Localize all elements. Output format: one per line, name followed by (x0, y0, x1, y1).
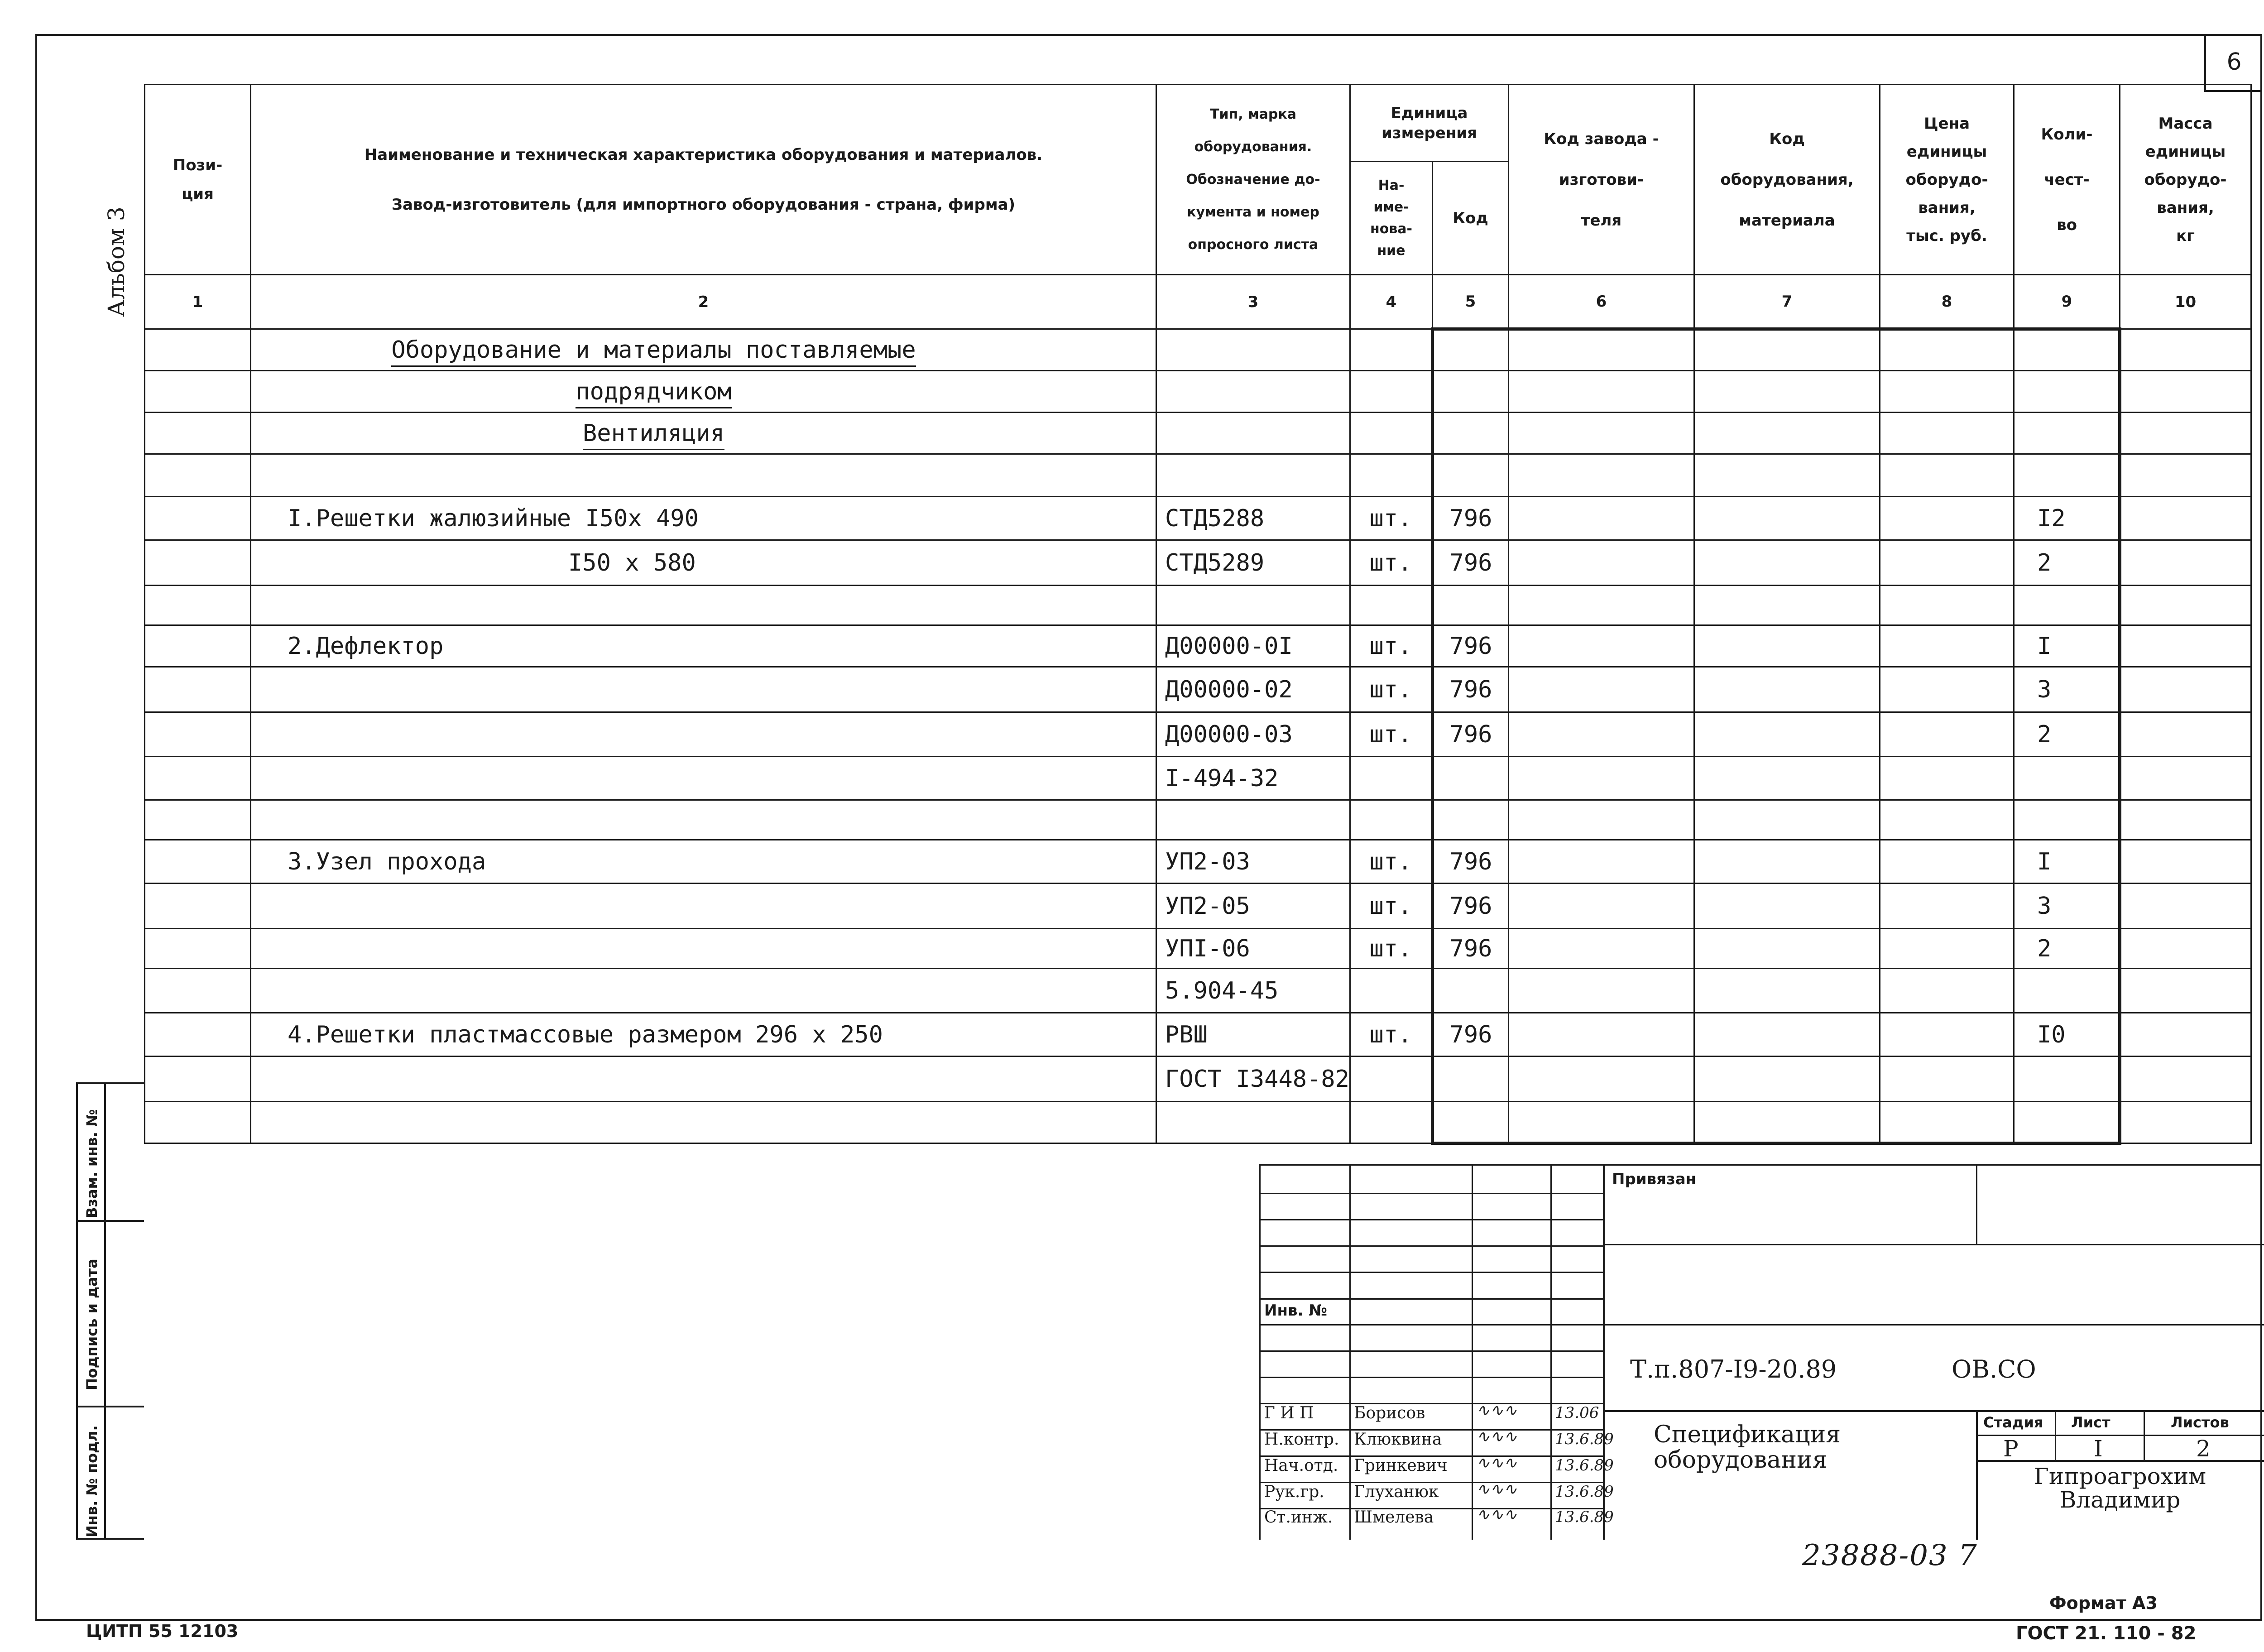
cell-price (1880, 929, 2014, 969)
cell-unit-code: 796 (1433, 497, 1509, 540)
inv-zam-label: Взам. инв. № (83, 1109, 101, 1218)
cell-position (145, 667, 251, 712)
sheet-number-box (2204, 34, 2262, 92)
cell-price (1880, 497, 2014, 540)
cell-position (145, 586, 251, 625)
cell-name: подрядчиком (251, 371, 1156, 413)
cell-factory-code (1509, 840, 1694, 884)
cell-unit: шт. (1350, 540, 1433, 586)
cell-unit: шт. (1350, 1013, 1433, 1057)
table-row (145, 884, 2251, 929)
cell-unit (1350, 454, 1433, 497)
cell-price (1880, 329, 2014, 371)
cell-mass (2120, 371, 2251, 413)
cell-price (1880, 454, 2014, 497)
cell-name: Вентиляция (251, 413, 1156, 454)
cell-position (145, 1013, 251, 1057)
header-col-10: Масса единицы оборудо- вания, кг (2120, 85, 2251, 275)
cell-factory-code (1509, 969, 1694, 1013)
table-row (145, 712, 2251, 757)
table-row (145, 840, 2251, 884)
cell-name (251, 667, 1156, 712)
cell-quantity (2014, 757, 2120, 800)
cell-position (145, 413, 251, 454)
cell-mass (2120, 929, 2251, 969)
cell-mass (2120, 497, 2251, 540)
cell-name: 4.Решетки пластмассовые размером 296 х 250 (251, 1013, 1156, 1057)
cell-price (1880, 1057, 2014, 1102)
cell-unit-code (1433, 329, 1509, 371)
signature-role: Н.контр. (1264, 1430, 1339, 1449)
signature-name: Глуханюк (1354, 1483, 1439, 1501)
cell-name: 2.Дефлектор (251, 625, 1156, 667)
cell-mass (2120, 329, 2251, 371)
cell-name (251, 454, 1156, 497)
cell-type: УП2-03 (1156, 840, 1350, 884)
cell-mass (2120, 540, 2251, 586)
cell-type (1156, 586, 1350, 625)
table-row (145, 413, 2251, 454)
cell-mass (2120, 1013, 2251, 1057)
cell-equipment-code (1694, 884, 1880, 929)
cell-position (145, 540, 251, 586)
cell-unit: шт. (1350, 497, 1433, 540)
header-col-3: Тип, марка оборудования. Обозначение до- кумента и номер опросного листа (1156, 85, 1350, 275)
cell-quantity: 2 (2014, 929, 2120, 969)
cell-factory-code (1509, 800, 1694, 840)
cell-unit-code (1433, 1102, 1509, 1143)
cell-name (251, 712, 1156, 757)
album-label: Альбом 3 (103, 206, 130, 317)
signature-role: Ст.инж. (1264, 1508, 1333, 1527)
cell-quantity: 2 (2014, 712, 2120, 757)
col-number-3: 3 (1156, 275, 1350, 329)
header-row-top (145, 85, 2251, 162)
header-col-6: Код завода - изготови- теля (1509, 85, 1694, 275)
cell-factory-code (1509, 1102, 1694, 1143)
table-row (145, 667, 2251, 712)
table-row (145, 757, 2251, 800)
header-col-4: На- име- нова- ние (1350, 162, 1433, 275)
cell-equipment-code (1694, 1013, 1880, 1057)
cell-price (1880, 800, 2014, 840)
cell-position (145, 929, 251, 969)
cell-price (1880, 884, 2014, 929)
header-col-5: Код (1433, 162, 1509, 275)
cell-price (1880, 1013, 2014, 1057)
inv-no-label: Инв. № (1264, 1301, 1328, 1320)
cell-unit (1350, 586, 1433, 625)
cell-quantity: I2 (2014, 497, 2120, 540)
cell-quantity (2014, 413, 2120, 454)
cell-unit (1350, 969, 1433, 1013)
cell-mass (2120, 625, 2251, 667)
cell-unit-code (1433, 757, 1509, 800)
cell-price (1880, 840, 2014, 884)
handwritten-signature: ∿∿∿ (1476, 1480, 1517, 1498)
cell-position (145, 884, 251, 929)
cell-quantity (2014, 1102, 2120, 1143)
cell-factory-code (1509, 1057, 1694, 1102)
signature-date: 13.6.89 (1555, 1430, 1614, 1448)
sheet-value: I (2094, 1436, 2103, 1462)
sheets-label: Листов (2171, 1414, 2229, 1431)
cell-unit: шт. (1350, 712, 1433, 757)
doc-title: Спецификация оборудования (1654, 1421, 1841, 1474)
cell-equipment-code (1694, 1057, 1880, 1102)
cell-factory-code (1509, 667, 1694, 712)
cell-unit (1350, 371, 1433, 413)
cell-equipment-code (1694, 800, 1880, 840)
sheet-number: 6 (2226, 48, 2242, 76)
cell-quantity (2014, 586, 2120, 625)
cell-unit-code: 796 (1433, 540, 1509, 586)
header-col-7: Код оборудования, материала (1694, 85, 1880, 275)
cell-quantity (2014, 1057, 2120, 1102)
specification-body (145, 329, 2251, 1143)
cell-equipment-code (1694, 413, 1880, 454)
cell-factory-code (1509, 413, 1694, 454)
cell-factory-code (1509, 712, 1694, 757)
cell-equipment-code (1694, 329, 1880, 371)
cell-price (1880, 667, 2014, 712)
cell-position (145, 497, 251, 540)
doc-mark: ОВ.СО (1952, 1355, 2036, 1383)
table-row (145, 586, 2251, 625)
cell-name: I.Решетки жалюзийные I50х 490 (251, 497, 1156, 540)
cell-unit-code (1433, 371, 1509, 413)
printer-label: ЦИТП 55 12103 (86, 1621, 239, 1641)
cell-price (1880, 625, 2014, 667)
handwritten-signature: ∿∿∿ (1476, 1454, 1517, 1472)
cell-factory-code (1509, 884, 1694, 929)
cell-type: I-494-32 (1156, 757, 1350, 800)
cell-quantity: I0 (2014, 1013, 2120, 1057)
cell-position (145, 329, 251, 371)
podpis-data-label: Подпись и дата (83, 1258, 101, 1390)
cell-unit-code (1433, 586, 1509, 625)
cell-type: УП2-05 (1156, 884, 1350, 929)
cell-type: СТД5288 (1156, 497, 1350, 540)
cell-type: 5.904-45 (1156, 969, 1350, 1013)
cell-unit (1350, 800, 1433, 840)
table-row (145, 371, 2251, 413)
cell-factory-code (1509, 757, 1694, 800)
cell-equipment-code (1694, 1102, 1880, 1143)
cell-type: Д00000-03 (1156, 712, 1350, 757)
cell-position (145, 1102, 251, 1143)
cell-position (145, 625, 251, 667)
table-row (145, 497, 2251, 540)
handwritten-signature: ∿∿∿ (1476, 1427, 1517, 1446)
cell-unit-code (1433, 413, 1509, 454)
cell-type (1156, 371, 1350, 413)
cell-name (251, 1102, 1156, 1143)
cell-name (251, 586, 1156, 625)
cell-equipment-code (1694, 757, 1880, 800)
cell-factory-code (1509, 497, 1694, 540)
handwritten-signature: ∿∿∿ (1476, 1505, 1517, 1524)
cell-unit (1350, 1057, 1433, 1102)
specification-table (144, 84, 2252, 1145)
cell-quantity: I (2014, 840, 2120, 884)
column-number-row (145, 275, 2251, 329)
cell-type: СТД5289 (1156, 540, 1350, 586)
cell-mass (2120, 1057, 2251, 1102)
cell-type (1156, 329, 1350, 371)
doc-code: Т.п.807-I9-20.89 (1630, 1355, 1837, 1383)
cell-type: Д00000-02 (1156, 667, 1350, 712)
signature-date: 13.6.89 (1555, 1508, 1614, 1526)
cell-mass (2120, 757, 2251, 800)
cell-mass (2120, 454, 2251, 497)
cell-type (1156, 413, 1350, 454)
cell-factory-code (1509, 1013, 1694, 1057)
cell-name: I50 х 580 (251, 540, 1156, 586)
col-number-8: 8 (1880, 275, 2014, 329)
cell-mass (2120, 586, 2251, 625)
signature-role: Рук.гр. (1264, 1483, 1324, 1501)
cell-factory-code (1509, 371, 1694, 413)
cell-factory-code (1509, 540, 1694, 586)
signature-role: Нач.отд. (1264, 1456, 1338, 1475)
cell-equipment-code (1694, 929, 1880, 969)
cell-mass (2120, 969, 2251, 1013)
cell-quantity (2014, 454, 2120, 497)
cell-factory-code (1509, 329, 1694, 371)
cell-unit-code: 796 (1433, 929, 1509, 969)
cell-quantity: 3 (2014, 884, 2120, 929)
signature-date: 13.6.89 (1555, 1456, 1614, 1474)
col-number-6: 6 (1509, 275, 1694, 329)
cell-equipment-code (1694, 712, 1880, 757)
cell-unit-code: 796 (1433, 712, 1509, 757)
cell-factory-code (1509, 586, 1694, 625)
cell-equipment-code (1694, 497, 1880, 540)
cell-equipment-code (1694, 540, 1880, 586)
cell-unit-code: 796 (1433, 1013, 1509, 1057)
table-row (145, 329, 2251, 371)
cell-position (145, 840, 251, 884)
cell-type: ГОСТ I3448-82 (1156, 1057, 1350, 1102)
cell-unit-code (1433, 969, 1509, 1013)
signature-name: Клюквина (1354, 1430, 1442, 1449)
cell-position (145, 969, 251, 1013)
cell-factory-code (1509, 929, 1694, 969)
cell-type: УПI-06 (1156, 929, 1350, 969)
cell-price (1880, 413, 2014, 454)
cell-name (251, 929, 1156, 969)
cell-equipment-code (1694, 454, 1880, 497)
cell-unit-code: 796 (1433, 840, 1509, 884)
cell-mass (2120, 800, 2251, 840)
signature-name: Борисов (1354, 1404, 1425, 1422)
col-number-5: 5 (1433, 275, 1509, 329)
header-col-8: Цена единицы оборудо- вания, тыс. руб. (1880, 85, 2014, 275)
stage-label: Стадия (1983, 1414, 2043, 1431)
signature-role: Г И П (1264, 1404, 1314, 1422)
table-row (145, 800, 2251, 840)
cell-unit-code: 796 (1433, 625, 1509, 667)
header-col-2: Наименование и техническая характеристика оборудования и материалов. Завод-изготовитель (для импортного оборудования - страна, фирма) (251, 85, 1156, 275)
cell-unit: шт. (1350, 840, 1433, 884)
cell-factory-code (1509, 454, 1694, 497)
cell-quantity: 3 (2014, 667, 2120, 712)
cell-name: 3.Узел прохода (251, 840, 1156, 884)
cell-mass (2120, 667, 2251, 712)
cell-unit: шт. (1350, 667, 1433, 712)
handwritten-signature: ∿∿∿ (1476, 1401, 1517, 1420)
cell-quantity (2014, 969, 2120, 1013)
cell-price (1880, 757, 2014, 800)
table-row (145, 969, 2251, 1013)
cell-unit-code: 796 (1433, 884, 1509, 929)
col-number-9: 9 (2014, 275, 2120, 329)
cell-unit (1350, 1102, 1433, 1143)
cell-unit (1350, 413, 1433, 454)
cell-position (145, 371, 251, 413)
sheet-label: Лист (2071, 1414, 2111, 1431)
cell-unit-code (1433, 454, 1509, 497)
gost-label: ГОСТ 21. 110 - 82 (2016, 1623, 2197, 1644)
cell-type: РВШ (1156, 1013, 1350, 1057)
cell-position (145, 712, 251, 757)
signature-name: Гринкевич (1354, 1456, 1448, 1475)
cell-unit-code: 796 (1433, 667, 1509, 712)
cell-name (251, 884, 1156, 929)
table-row (145, 1102, 2251, 1143)
cell-quantity: 2 (2014, 540, 2120, 586)
inv-podl-label: Инв. № подл. (83, 1425, 101, 1537)
cell-price (1880, 586, 2014, 625)
table-row (145, 454, 2251, 497)
cell-quantity (2014, 800, 2120, 840)
organization: Гипроагрохим Владимир (2034, 1463, 2206, 1513)
title-block (1259, 1164, 2262, 1540)
table-row (145, 1057, 2251, 1102)
stage-value: Р (2003, 1436, 2019, 1462)
cell-unit (1350, 757, 1433, 800)
cell-quantity (2014, 371, 2120, 413)
signature-date: 13.6.89 (1555, 1483, 1614, 1501)
cell-name: Оборудование и материалы поставляемые (251, 329, 1156, 371)
cell-type (1156, 1102, 1350, 1143)
cell-unit-code (1433, 800, 1509, 840)
cell-unit: шт. (1350, 929, 1433, 969)
cell-equipment-code (1694, 840, 1880, 884)
cell-mass (2120, 884, 2251, 929)
cell-equipment-code (1694, 667, 1880, 712)
cell-price (1880, 969, 2014, 1013)
cell-price (1880, 371, 2014, 413)
header-col-9: Коли- чест- во (2014, 85, 2120, 275)
cell-name (251, 969, 1156, 1013)
col-number-7: 7 (1694, 275, 1880, 329)
table-row (145, 625, 2251, 667)
cell-price (1880, 540, 2014, 586)
cell-position (145, 757, 251, 800)
cell-factory-code (1509, 625, 1694, 667)
cell-unit: шт. (1350, 884, 1433, 929)
cell-equipment-code (1694, 625, 1880, 667)
cell-name (251, 1057, 1156, 1102)
cell-type (1156, 454, 1350, 497)
format-label: Формат А3 (2049, 1593, 2158, 1613)
cell-price (1880, 712, 2014, 757)
col-number-1: 1 (145, 275, 251, 329)
table-row (145, 540, 2251, 586)
cell-unit-code (1433, 1057, 1509, 1102)
sheets-value: 2 (2196, 1436, 2211, 1462)
cell-mass (2120, 1102, 2251, 1143)
cell-position (145, 454, 251, 497)
table-row (145, 929, 2251, 969)
col-number-2: 2 (251, 275, 1156, 329)
cell-mass (2120, 712, 2251, 757)
cell-mass (2120, 413, 2251, 454)
signature-date: 13.06 (1555, 1404, 1599, 1422)
cell-quantity: I (2014, 625, 2120, 667)
header-unit-group: Единица измерения (1350, 85, 1509, 162)
cell-unit (1350, 329, 1433, 371)
cell-equipment-code (1694, 969, 1880, 1013)
cell-unit: шт. (1350, 625, 1433, 667)
cell-mass (2120, 840, 2251, 884)
cell-position (145, 800, 251, 840)
header-col-1: Пози- ция (145, 85, 251, 275)
cell-position (145, 1057, 251, 1102)
table-row (145, 1013, 2251, 1057)
col-number-10: 10 (2120, 275, 2251, 329)
cell-price (1880, 1102, 2014, 1143)
cell-equipment-code (1694, 586, 1880, 625)
cell-type: Д00000-0I (1156, 625, 1350, 667)
cell-name (251, 757, 1156, 800)
cell-quantity (2014, 329, 2120, 371)
col-number-4: 4 (1350, 275, 1433, 329)
cell-type (1156, 800, 1350, 840)
privyazan-label: Привязан (1612, 1170, 1697, 1188)
cell-equipment-code (1694, 371, 1880, 413)
handwritten-number: 23888-03 7 (1802, 1539, 1978, 1572)
cell-name (251, 800, 1156, 840)
signature-name: Шмелева (1354, 1508, 1434, 1527)
